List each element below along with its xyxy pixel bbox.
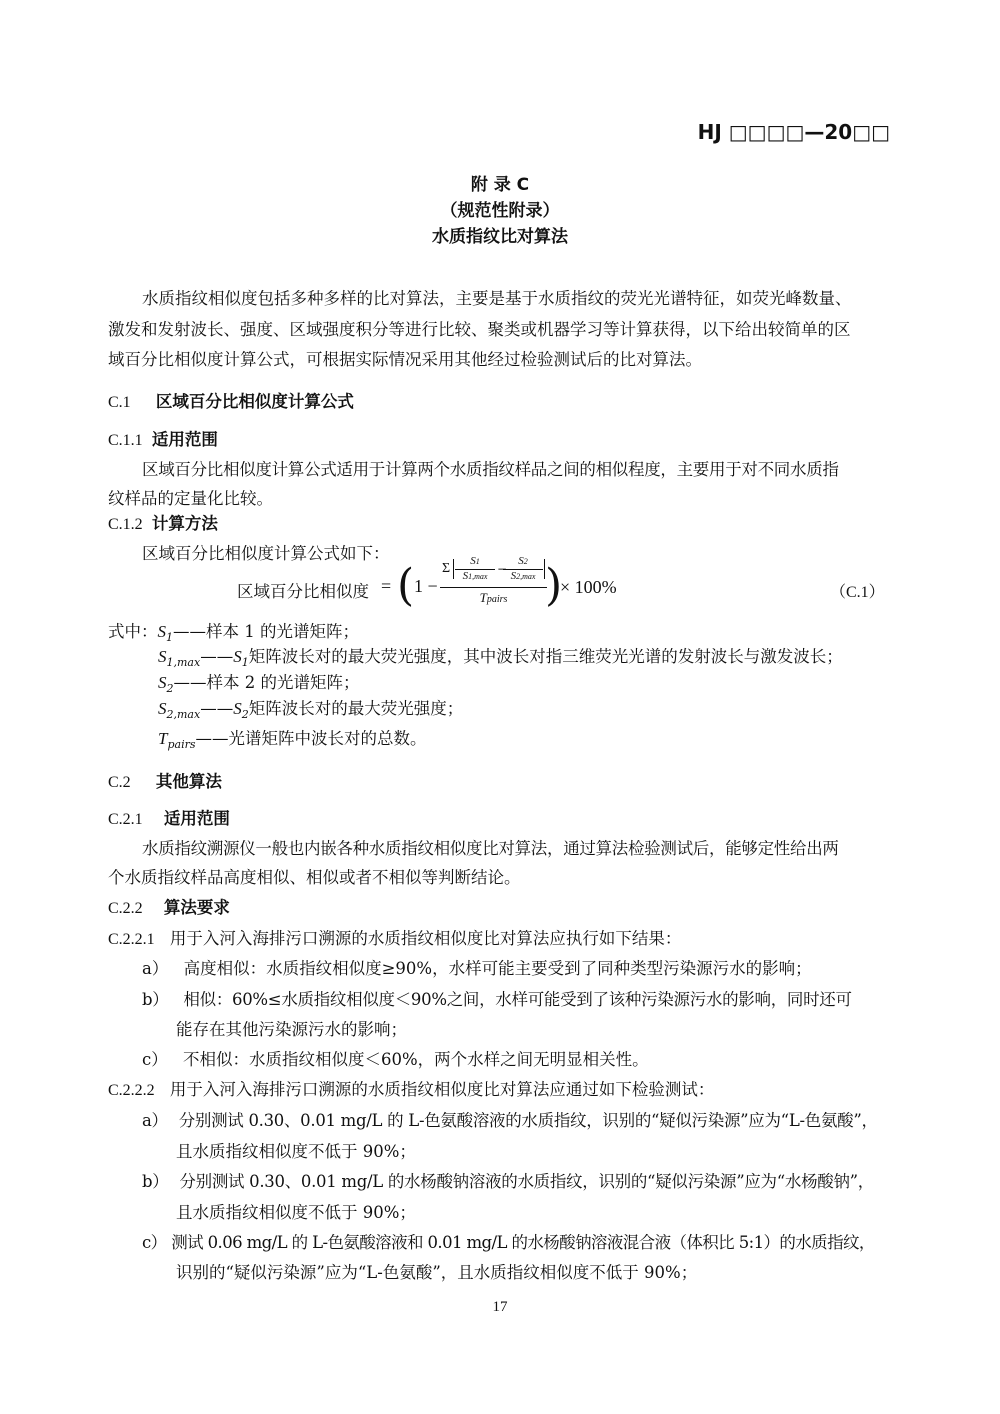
def-symbol: S	[158, 647, 167, 666]
where-prefix: 式中：	[108, 622, 158, 641]
clause-text: 用于入河入海排污口溯源的水质指纹相似度比对算法应通过如下检验测试：	[169, 1080, 715, 1099]
list-text: 分别测试 0.30、0.01 mg/L 的 L-色氨酸溶液的水质指纹，识别的“疑似污染源”应为“L-色氨酸”，	[178, 1111, 878, 1130]
def-symbol: S	[233, 699, 242, 718]
def-dash: ——	[195, 729, 229, 748]
sigma-icon: Σ	[442, 561, 451, 576]
section-c21-heading	[108, 805, 230, 829]
section-number: C.2.2	[108, 900, 143, 917]
list-label: b）	[142, 1172, 169, 1191]
section-number: C.1	[108, 394, 131, 411]
list-item	[142, 955, 812, 979]
tpairs: Tpairs	[479, 590, 508, 605]
list-label: c）	[142, 1050, 168, 1069]
def-dash: ——	[200, 647, 234, 666]
clause-text: 用于入河入海排污口溯源的水质指纹相似度比对算法应执行如下结果：	[169, 929, 682, 948]
definition-row	[158, 669, 360, 695]
appendix-name: 水质指纹比对算法	[432, 227, 568, 247]
c11-text-2: 纹样品的定量化比较。	[108, 489, 273, 508]
section-c12-heading	[108, 510, 218, 534]
list-text-cont: 能存在其他污染源污水的影响；	[176, 1020, 407, 1039]
s1: S1	[470, 555, 480, 567]
formula-label: （C.1）	[830, 584, 885, 601]
formula-times: × 100%	[560, 577, 617, 597]
intro-line-2: 激发和发射波长、强度、区域强度积分等进行比较、聚类或机器学习等计算获得，以下给出较简单的区	[108, 320, 851, 339]
def-subscript: 1,max	[166, 656, 201, 669]
def-dash: ——	[173, 622, 206, 641]
definition-row	[108, 618, 359, 644]
section-c22-heading	[108, 894, 230, 918]
list-item	[142, 1168, 874, 1192]
appendix-subtitle: （规范性附录）	[440, 201, 560, 221]
def-symbol: S	[158, 673, 167, 692]
list-item	[142, 1046, 649, 1070]
def-text: 矩阵波长对的最大荧光强度，其中波长对指三维荧光光谱的发射波长与激发波长；	[248, 647, 843, 666]
def-text: 样本 1 的光谱矩阵；	[206, 622, 359, 641]
left-paren-icon: (	[397, 560, 415, 611]
list-text-cont: 且水质指纹相似度不低于 90%；	[176, 1142, 416, 1161]
s2max: S2,max	[510, 570, 536, 582]
def-dash: ——	[173, 673, 207, 692]
main-fraction-line	[440, 587, 547, 588]
clause-number: C.2.2.1	[108, 931, 155, 948]
list-label: a）	[142, 959, 169, 978]
c21-text-1: 水质指纹溯源仪一般也内嵌各种水质指纹相似度比对算法，通过算法检验测试后，能够定性给出两	[142, 839, 839, 858]
list-item	[142, 1229, 875, 1253]
c222-line	[108, 1076, 714, 1100]
def-subscript: 2	[166, 682, 174, 695]
list-label: a）	[142, 1111, 168, 1130]
formula-one-minus: 1 −	[414, 576, 438, 596]
list-text: 测试 0.06 mg/L 的 L-色氨酸溶液和 0.01 mg/L 的水杨酸钠溶液混合液（体积比 5:1）的水质指纹，	[171, 1233, 875, 1252]
list-text: 相似：60%≤水质指纹相似度＜90%之间，水样可能受到了该种污染源污水的影响，同时还可	[183, 990, 852, 1009]
section-c11-heading	[108, 426, 218, 450]
def-symbol: T	[158, 729, 168, 748]
c12-text: 区域百分比相似度计算公式如下：	[142, 544, 390, 563]
list-text-cont: 且水质指纹相似度不低于 90%；	[176, 1203, 416, 1222]
section-c2-heading	[108, 768, 222, 792]
section-title: 适用范围	[163, 809, 230, 828]
definition-row	[158, 695, 463, 721]
intro-line-1: 水质指纹相似度包括多种多样的比对算法，主要是基于水质指纹的荧光光谱特征，如荧光峰数量、	[142, 289, 852, 308]
right-paren-icon: )	[545, 560, 563, 611]
list-text: 不相似：水质指纹相似度＜60%，两个水样之间无明显相关性。	[183, 1050, 649, 1069]
list-label: b）	[142, 990, 169, 1009]
page-number: 17	[492, 1299, 508, 1315]
section-title: 计算方法	[151, 514, 218, 533]
intro-line-3: 域百分比相似度计算公式，可根据实际情况采用其他经过检验测试后的比对算法。	[108, 350, 702, 369]
c221-line	[108, 925, 681, 949]
c11-text-1: 区域百分比相似度计算公式适用于计算两个水质指纹样品之间的相似程度，主要用于对不同水质指	[142, 460, 839, 479]
list-text: 高度相似：水质指纹相似度≥90%，水样可能主要受到了同种类型污染源污水的影响；	[183, 959, 812, 978]
section-title: 区域百分比相似度计算公式	[155, 392, 354, 411]
def-text: 光谱矩阵中波长对的总数。	[228, 729, 427, 748]
def-subscript: 1	[166, 631, 173, 644]
def-symbol: S	[158, 699, 167, 718]
list-item	[142, 1107, 878, 1131]
section-number: C.1.1	[108, 432, 143, 449]
list-text-cont: 识别的“疑似污染源”应为“L-色氨酸”，且水质指纹相似度不低于 90%；	[176, 1263, 698, 1282]
formula-equals: =	[381, 576, 392, 596]
definition-row	[158, 725, 427, 751]
section-number: C.2.1	[108, 811, 143, 828]
section-title: 适用范围	[151, 430, 218, 449]
def-text: 样本 2 的光谱矩阵；	[206, 673, 360, 692]
section-number: C.2	[108, 774, 131, 791]
def-subscript: 2,max	[166, 708, 201, 721]
def-symbol: S	[157, 622, 166, 641]
def-subscript: pairs	[167, 738, 196, 751]
c21-text-2: 个水质指纹样品高度相似、相似或者不相似等判断结论。	[108, 868, 521, 887]
s1max: S1,max	[462, 570, 488, 582]
formula-lhs: 区域百分比相似度	[237, 582, 369, 601]
clause-number: C.2.2.2	[108, 1082, 155, 1099]
s2: S2	[518, 555, 528, 567]
list-item	[142, 986, 852, 1010]
def-subscript: 2	[241, 708, 249, 721]
standard-code: HJ □□□□—20□□	[697, 120, 890, 144]
abs-bar-left	[453, 559, 454, 579]
section-title: 算法要求	[163, 898, 230, 917]
section-title: 其他算法	[155, 772, 222, 791]
def-subscript: 1	[241, 656, 249, 669]
formula	[0, 555, 1000, 615]
def-dash: ——	[200, 699, 234, 718]
list-text: 分别测试 0.30、0.01 mg/L 的水杨酸钠溶液的水质指纹，识别的“疑似污染源”应为“水杨酸钠”，	[179, 1172, 874, 1191]
list-label: c）	[142, 1233, 167, 1252]
section-c1-heading	[108, 388, 354, 412]
section-number: C.1.2	[108, 516, 143, 533]
formula-minus: −	[497, 562, 508, 576]
def-symbol: S	[233, 647, 242, 666]
appendix-title: 附 录 C	[470, 175, 530, 195]
definition-row	[158, 643, 843, 669]
def-text: 矩阵波长对的最大荧光强度；	[248, 699, 464, 718]
